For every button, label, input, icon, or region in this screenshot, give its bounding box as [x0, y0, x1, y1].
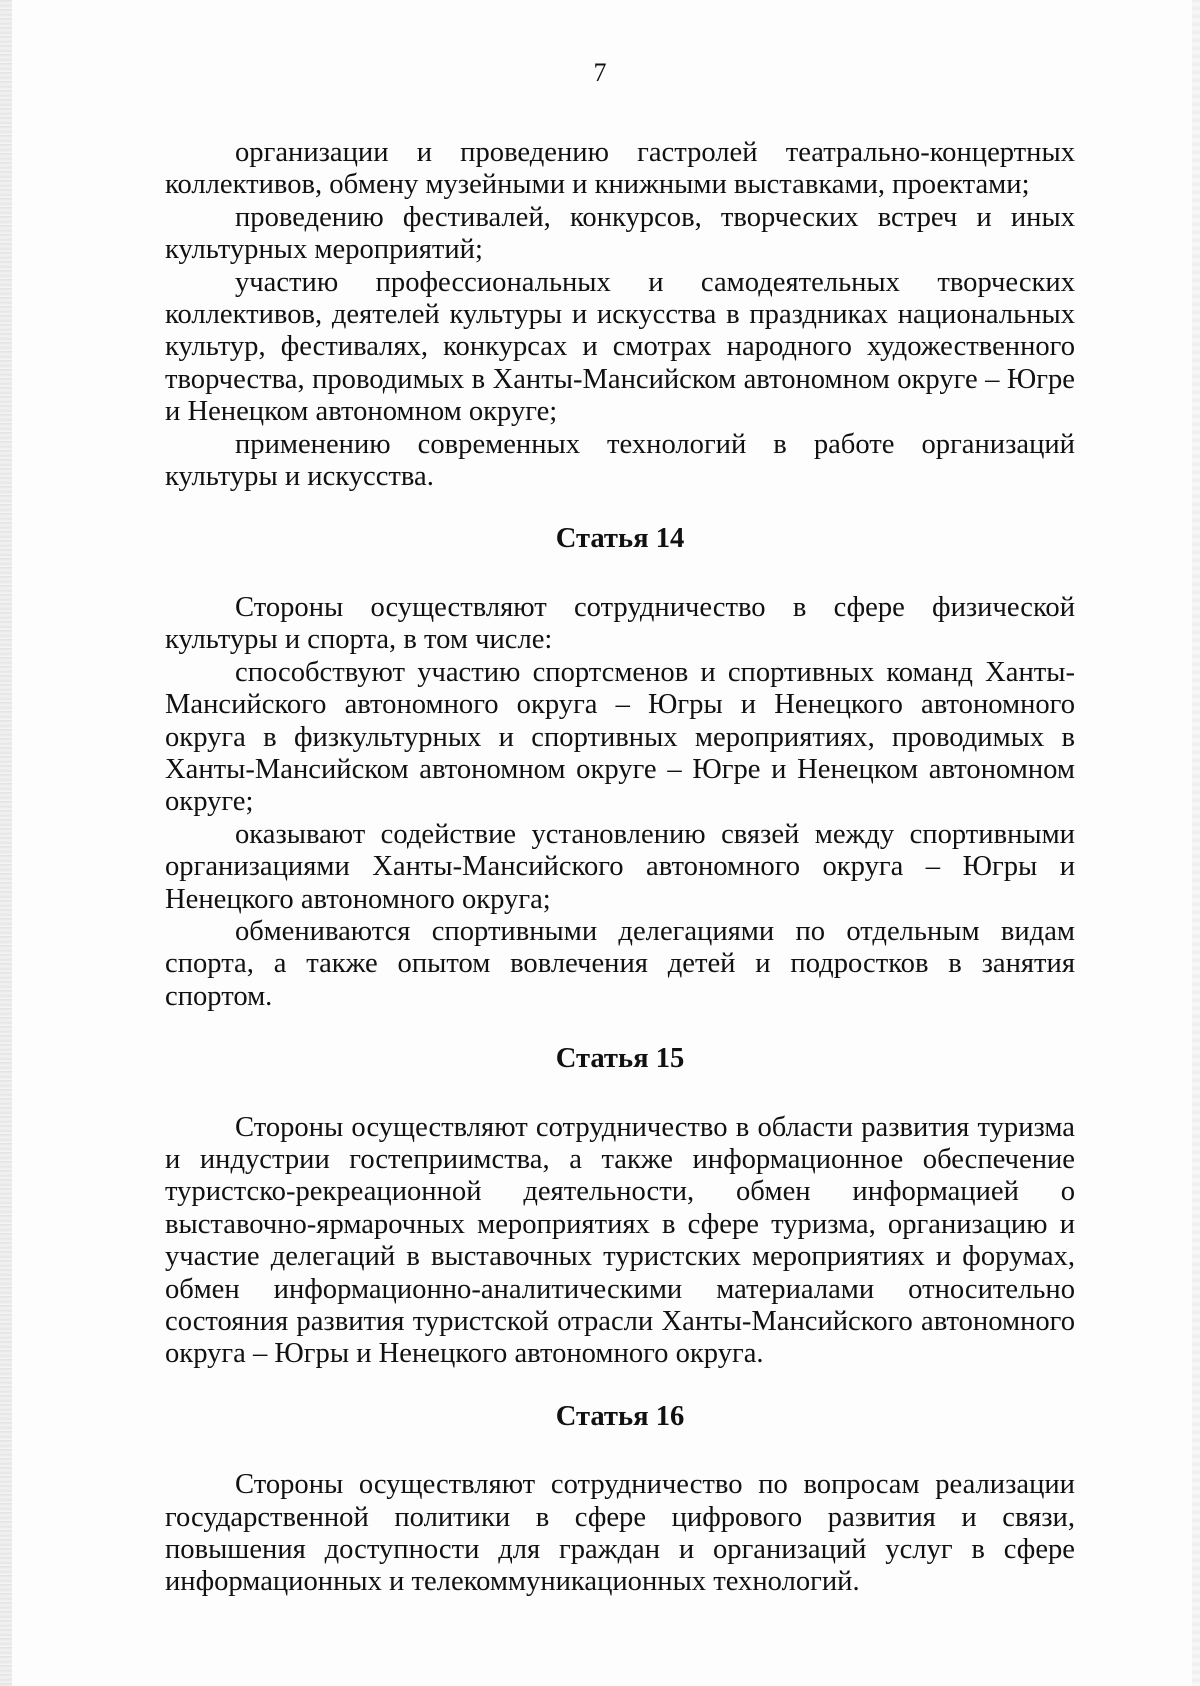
article-heading: Статья 16 [555, 1400, 685, 1432]
paragraph: Стороны осуществляют сотрудничество в сфере физической культуры и спорта, в том числе: [165, 591, 1075, 656]
paragraph: организации и проведению гастролей театрально-концертных коллективов, обмену музейными и книжными выставками, проектами; [165, 137, 1075, 201]
page-number: 7 [593, 58, 607, 87]
article-heading: Статья 15 [555, 1043, 685, 1075]
paragraph: способствуют участию спортсменов и спортивных команд Ханты-Мансийского автономного округа – Югры и Ненецкого автономного округа в физкультурных и спортивных мероприятиях, проводимых в Ханты-Мансийском автономном округе – Югре и Ненецком автономном округе; [165, 656, 1075, 818]
paragraph: применению современных технологий в работе организаций культуры и искусства. [165, 428, 1075, 493]
paragraph: Стороны осуществляют сотрудничество в области развития туризма и индустрии гостеприимства, а также информационное обеспечение туристско-рекреационной деятельности, обмен информацией о выставочно-ярмарочных мероприятиях в сфере туризма, организацию и участие делегаций в выставочных туристских мероприятиях и форумах, обмен информационно-аналитическими материалами относительно состояния развития туристской отрасли Ханты-Мансийского автономного округа – Югры и Ненецкого автономного округа. [165, 1111, 1075, 1370]
document-body [165, 137, 1075, 1599]
paragraph: обмениваются спортивными делегациями по отдельным видам спорта, а также опытом вовлечения детей и подростков в занятия спортом. [165, 915, 1075, 1012]
scan-edge-left [0, 0, 12, 1686]
paragraph: оказывают содействие установлению связей между спортивными организациями Ханты-Мансийского автономного округа – Югры и Ненецкого автономного округа; [165, 818, 1075, 915]
paragraph: Стороны осуществляют сотрудничество по вопросам реализации государственной политики в сфере цифрового развития и связи, повышения доступности для граждан и организаций услуг в сфере информационных и телекоммуникационных технологий. [165, 1469, 1075, 1598]
paragraph: участию профессиональных и самодеятельных творческих коллективов, деятелей культуры и искусства в праздниках национальных культур, фестивалях, конкурсах и смотрах народного художественного творчества, проводимых в Ханты-Мансийском автономном округе – Югре и Ненецком автономном округе; [165, 266, 1075, 428]
article-heading: Статья 14 [555, 523, 685, 555]
paragraph: проведению фестивалей, конкурсов, творческих встреч и иных культурных мероприятий; [165, 201, 1075, 266]
scan-edge-right [1192, 0, 1200, 1686]
